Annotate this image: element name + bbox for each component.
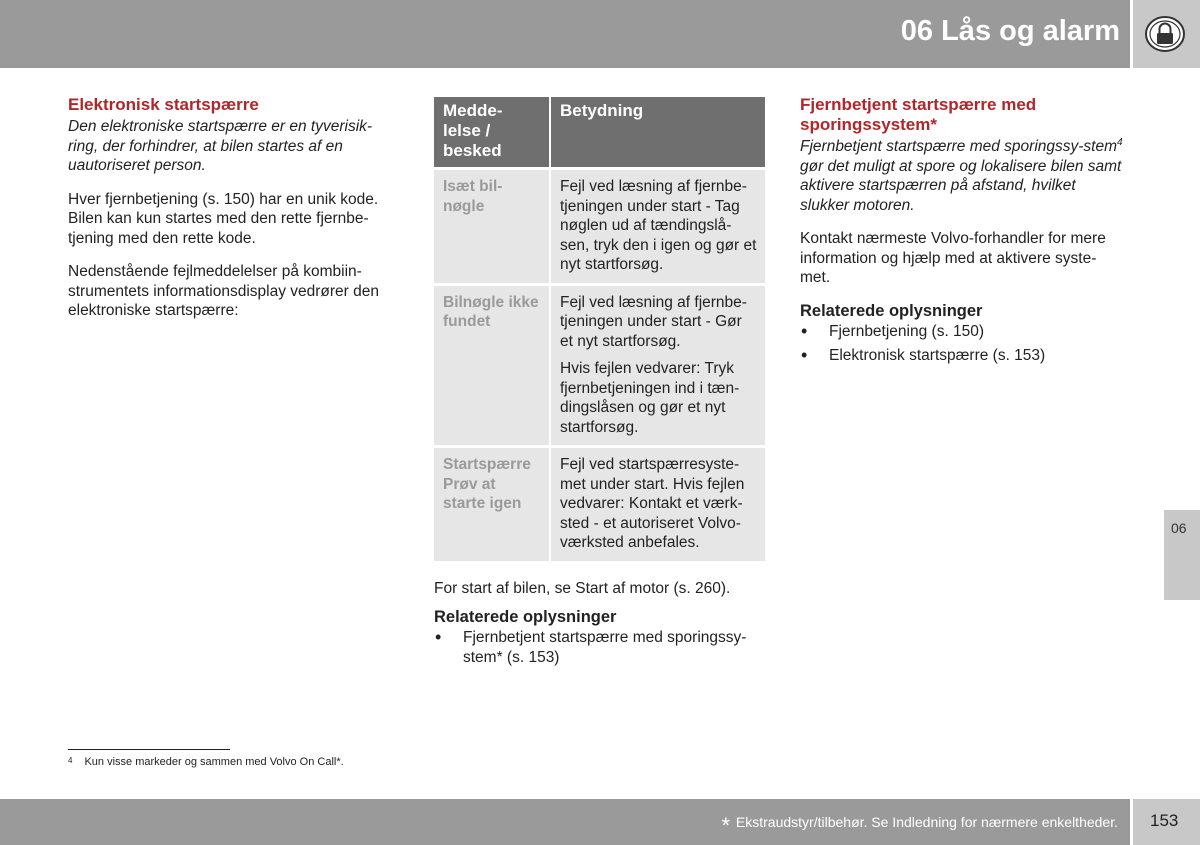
section-intro: Den elektroniske startspærre er en tyverisik-ring, der forhindrer, at bilen startes af en uautoriseret person. bbox=[68, 118, 373, 174]
table-cell-message: Startspærre Prøv at starte igen bbox=[434, 447, 550, 561]
meaning-text: Fejl ved læsning af fjernbe-tjeningen under start - Gør et nyt startforsøg. bbox=[560, 293, 747, 350]
body-paragraph: For start af bilen, se Start af motor (s. 260). bbox=[434, 579, 731, 597]
table-cell-message: Bilnøgle ikke fundet bbox=[434, 284, 550, 447]
meaning-text: Fejl ved startspærresyste-met under start. Hvis fejlen vedvarer: Kontakt et værk-sted - et autoriseret Volvo-værksted anbefales. bbox=[560, 456, 745, 551]
middle-column bbox=[434, 97, 765, 672]
error-message-table bbox=[434, 97, 765, 561]
footnote-divider bbox=[68, 749, 230, 750]
meaning-text: Hvis fejlen vedvarer: Tryk fjernbetjeningen ind i tæn-dingslåsen og gør et nyt startforsøg. bbox=[560, 360, 740, 436]
table-header-message: Medde-lelse / besked bbox=[434, 97, 550, 169]
footer-note bbox=[721, 813, 1118, 839]
section-heading: Elektronisk startspærre bbox=[68, 95, 259, 114]
footer-note-text: Ekstraudstyr/tilbehør. Se Indledning for nærmere enkeltheder. bbox=[735, 814, 1118, 830]
intro-text: gør det muligt at spore og lokalisere bilen samt aktivere startspærren på afstand, hvilket slukker motoren. bbox=[800, 157, 1122, 214]
intro-text: Fjernbetjent startspærre med sporingssy-stem bbox=[800, 138, 1118, 155]
footnote-text: Kun visse markeder og sammen med Volvo On Call*. bbox=[84, 756, 344, 768]
list-item[interactable]: • Fjernbetjening (s. 150) bbox=[800, 322, 1125, 342]
table-header-row bbox=[434, 97, 765, 169]
related-list bbox=[434, 628, 765, 667]
table-cell-message: Isæt bil-nøgle bbox=[434, 169, 550, 285]
body-paragraph: Nedenstående fejlmeddelelser på kombiin-strumentets informationsdisplay vedrører den elektroniske startspærre: bbox=[68, 263, 379, 319]
meaning-text: Fejl ved læsning af fjernbe-tjeningen under start - Tag nøglen ud af tændingslå-sen, tryk den i igen og gør et nyt startforsøg. bbox=[560, 178, 757, 273]
related-list bbox=[800, 322, 1125, 366]
right-column bbox=[800, 95, 1125, 371]
table-row bbox=[434, 284, 765, 447]
footnote-number: 4 bbox=[68, 756, 73, 765]
table-cell-meaning bbox=[550, 447, 765, 561]
footnote-ref[interactable]: 4 bbox=[1117, 136, 1123, 148]
chapter-title: 06 Lås og alarm bbox=[900, 15, 1120, 47]
table-header-meaning: Betydning bbox=[550, 97, 765, 169]
left-column bbox=[68, 95, 398, 335]
page-number: 153 bbox=[1150, 811, 1179, 830]
body-paragraph: Hver fjernbetjening (s. 150) har en unik kode. Bilen kan kun startes med den rette fjernbe-tjening med den rette kode. bbox=[68, 190, 379, 247]
body-paragraph: Kontakt nærmeste Volvo-forhandler for mere information og hjælp med at aktivere syste-met. bbox=[800, 230, 1106, 286]
asterisk-icon: * bbox=[721, 813, 731, 838]
section-intro bbox=[800, 137, 1125, 215]
chapter-side-tab-label: 06 bbox=[1171, 520, 1187, 536]
related-heading: Relaterede oplysninger bbox=[800, 301, 983, 320]
list-item[interactable]: • Fjernbetjent startspærre med sporingssy-stem* (s. 153) bbox=[434, 628, 765, 667]
lock-icon bbox=[1145, 16, 1185, 52]
table-row bbox=[434, 169, 765, 285]
table-cell-meaning bbox=[550, 284, 765, 447]
table-row bbox=[434, 447, 765, 561]
related-heading: Relaterede oplysninger bbox=[434, 608, 617, 626]
list-item[interactable]: • Elektronisk startspærre (s. 153) bbox=[800, 346, 1125, 366]
footnote bbox=[68, 756, 344, 768]
section-heading: Fjernbetjent startspærre med sporingssystem* bbox=[800, 95, 1037, 134]
table-cell-meaning bbox=[550, 169, 765, 285]
